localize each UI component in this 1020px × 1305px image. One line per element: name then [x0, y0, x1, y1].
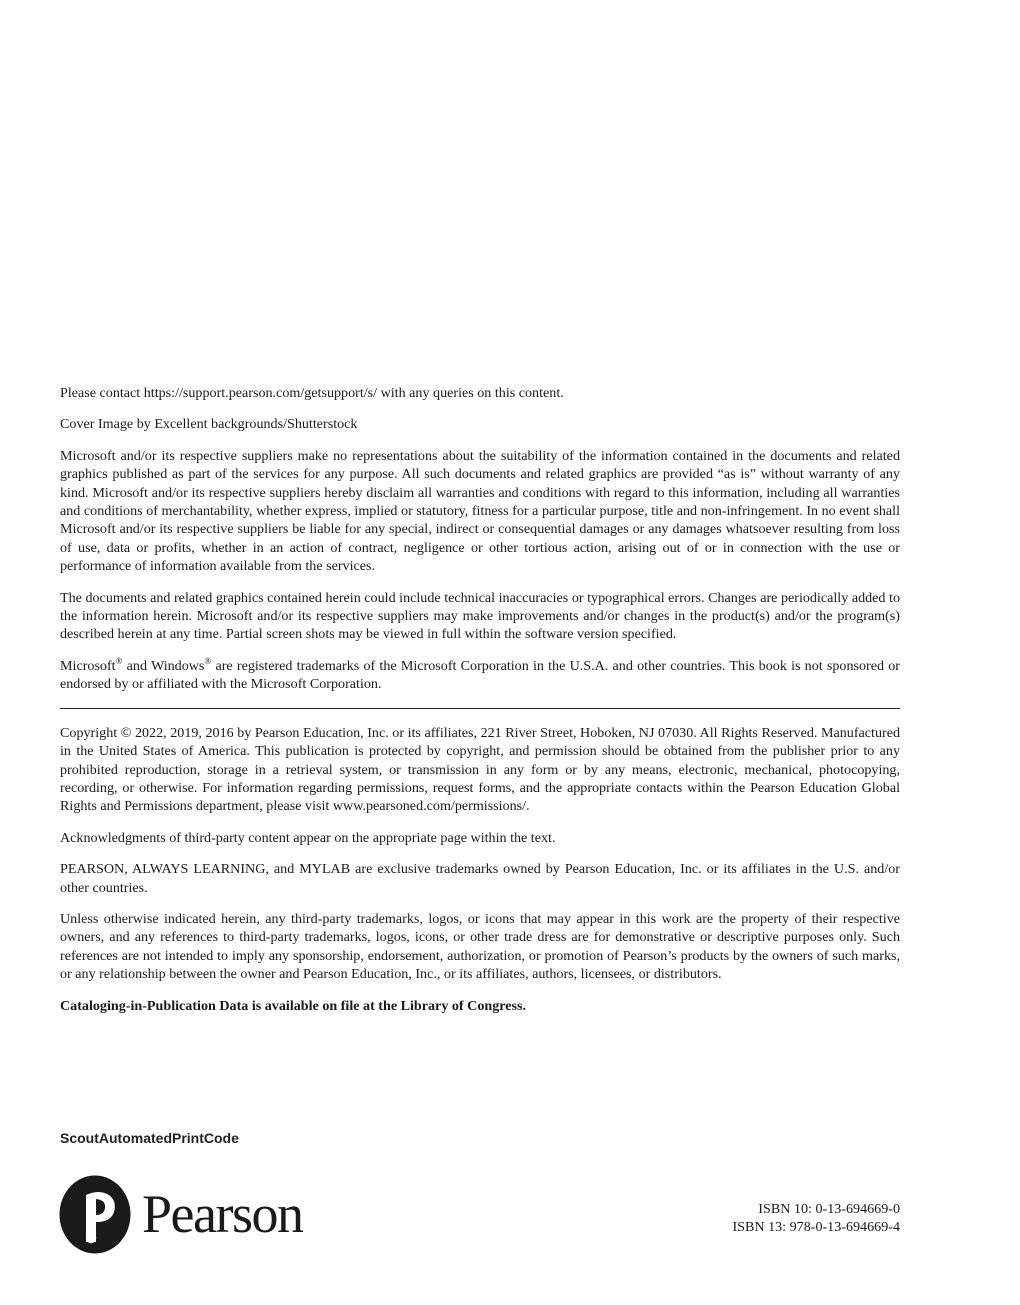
registered-mark: ®	[204, 655, 212, 666]
pearson-wordmark: Pearson	[142, 1183, 303, 1244]
documents-notice: The documents and related graphics contained herein could include technical inaccuracies or typographical errors. Changes are periodically added to the information herein. Microsoft and/or its respective suppliers may make improvements and/or changes in the product(s) and/or the program(s) described herein at any time. Partial screen shots may be viewed in full within the software version specified.	[60, 589, 900, 643]
pearson-logo	[59, 1175, 302, 1254]
trademark-rest: are registered trademarks of the Microsoft Corporation in the U.S.A. and other countries. This book is not sponsored or endorsed by or affiliated with the Microsoft Corporation.	[60, 657, 901, 693]
microsoft-disclaimer: Microsoft and/or its respective suppliers make no representations about the suitability of the information contained in the documents and related graphics published as part of the services for any purpose. All such documents and related graphics are provided “as is” without warranty of any kind. Microsoft and/or its respective suppliers hereby disclaim all warranties and conditions with regard to this information, including all warranties and conditions of merchantability, whether express, implied or statutory, fitness for a particular purpose, title and non-infringement. In no event shall Microsoft and/or its respective suppliers be liable for any special, indirect or consequential damages or any damages whatsoever resulting from loss of use, data or profits, whether in an action of contract, negligence or other tortious action, arising out of or in connection with the use or performance of information available from the services.	[60, 447, 900, 575]
acknowledgments-paragraph: Acknowledgments of third-party content appear on the appropriate page within the text.	[60, 829, 556, 846]
trademark-microsoft: Microsoft	[60, 657, 116, 674]
copyright-page-body	[60, 384, 900, 1015]
cover-image-credit: Cover Image by Excellent backgrounds/Shutterstock	[60, 416, 358, 433]
section-divider	[60, 708, 900, 709]
contact-paragraph: Please contact https://support.pearson.com/getsupport/s/ with any queries on this content.	[60, 385, 564, 401]
isbn-13: ISBN 13: 978-0-13-694669-4	[732, 1219, 900, 1236]
trademark-notice	[60, 657, 900, 694]
third-party-paragraph: Unless otherwise indicated herein, any third-party trademarks, logos, or icons that may appear in this work are the property of their respective owners, and any references to third-party trademarks, logos, icons, or other trade dress are for demonstrative or descriptive purposes only. Such references are not intended to imply any sponsorship, endorsement, authorization, or promotion of Pearson’s products by the owners of such marks, or any relationship between the owner and Pearson Education, Inc., or its affiliates, authors, licensees, or distributors.	[60, 910, 900, 983]
isbn-block	[732, 1200, 900, 1237]
pearson-p-icon	[59, 1175, 131, 1254]
print-code: ScoutAutomatedPrintCode	[60, 1130, 239, 1146]
cip-statement: Cataloging-in-Publication Data is available on file at the Library of Congress.	[60, 997, 527, 1014]
copyright-paragraph: Copyright © 2022, 2019, 2016 by Pearson Education, Inc. or its affiliates, 221 River Street, Hoboken, NJ 07030. All Rights Reserved. Manufactured in the United States of America. This publication is protected by copyright, and permission should be obtained from the publisher prior to any prohibited reproduction, storage in a retrieval system, or transmission in any form or by any means, electronic, mechanical, photocopying, recording, or otherwise. For information regarding permissions, request forms, and the appropriate contacts within the Pearson Education Global Rights and Permissions department, please visit www.pearsoned.com/permissions/.	[60, 724, 900, 815]
isbn-10: ISBN 10: 0-13-694669-0	[758, 1201, 900, 1217]
pearson-trademarks-paragraph: PEARSON, ALWAYS LEARNING, and MYLAB are exclusive trademarks owned by Pearson Education, Inc. or its affiliates in the U.S. and/or other countries.	[60, 861, 900, 896]
registered-mark: ®	[115, 655, 123, 666]
trademark-windows: and Windows	[122, 657, 205, 674]
